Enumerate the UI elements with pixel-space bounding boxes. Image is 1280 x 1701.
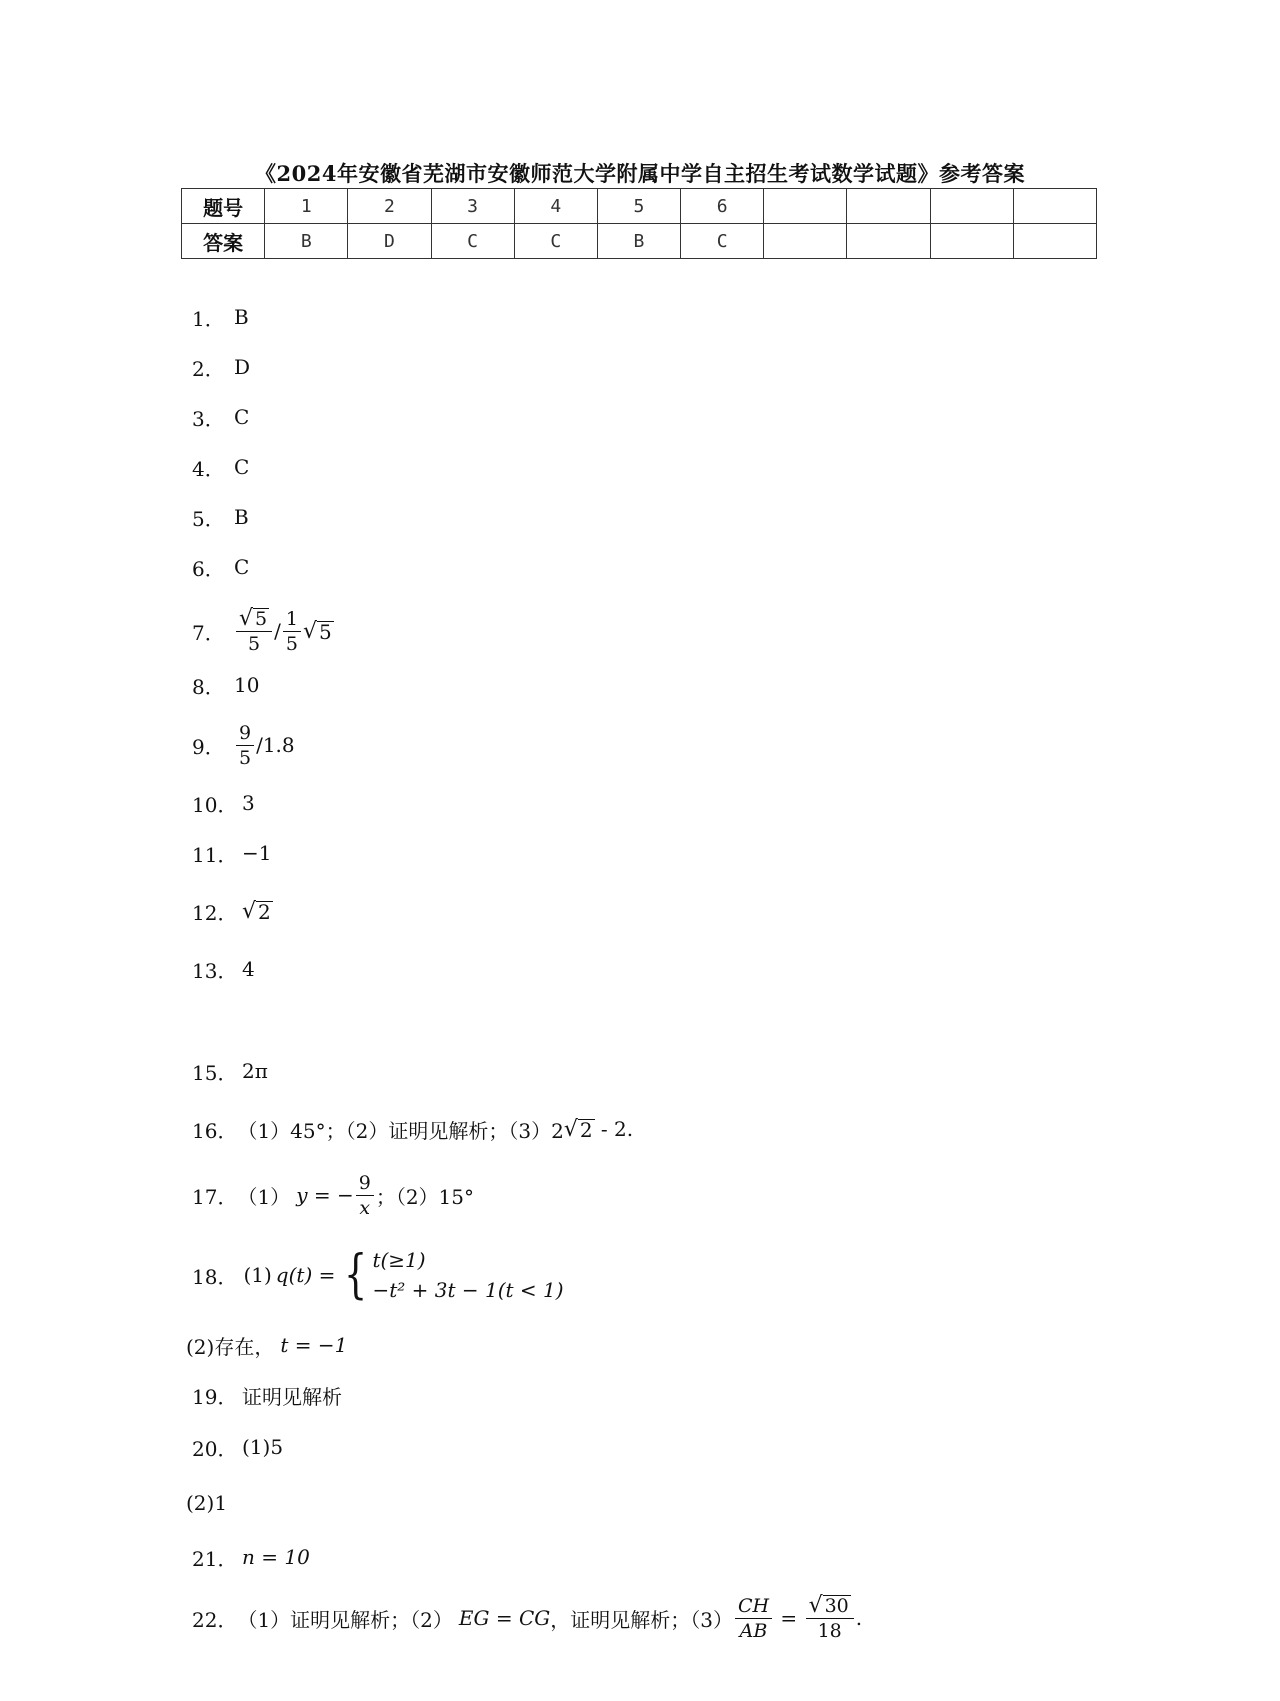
item-answer: B [234, 505, 249, 529]
fraction-denominator: 5 [248, 632, 261, 655]
table-row-answers [182, 224, 1097, 259]
table-cell: B [265, 224, 348, 259]
answer-item-9 [192, 720, 295, 770]
answer-item-18 [192, 1240, 564, 1310]
fraction [356, 1171, 374, 1220]
fraction: √ 5 5 [236, 607, 272, 656]
table-cell: B [597, 224, 680, 259]
fraction-denominator: AB [739, 1619, 768, 1642]
item-number: 11． [192, 842, 238, 867]
item-answer-part2: ；（2）15° [375, 1184, 475, 1209]
separator: / [274, 619, 281, 643]
item-number: 21． [192, 1546, 238, 1571]
square-root: √ 5 [302, 618, 332, 644]
item-number: 20． [192, 1436, 238, 1461]
fraction-numerator: 9 [356, 1171, 374, 1196]
item-number: 19． [192, 1384, 238, 1409]
table-cell [930, 189, 1013, 224]
item-number: 9． [192, 734, 225, 759]
table-cell [764, 189, 847, 224]
answer-item-6 [192, 550, 249, 584]
table-cell: D [348, 224, 431, 259]
function-label: q(t) = [275, 1263, 336, 1287]
item-number: 2． [192, 356, 225, 381]
item-answer: (1)5 [242, 1435, 284, 1459]
table-cell [1013, 224, 1096, 259]
item-expression: n = 10 [242, 1545, 310, 1569]
case-2: −t² + 3t − 1(t < 1) [372, 1278, 564, 1302]
fraction-denominator: 5 [239, 746, 252, 769]
fraction-numerator: CH [735, 1594, 772, 1619]
item-number: 15． [192, 1060, 238, 1085]
item-number: 4． [192, 456, 225, 481]
item-number: 10． [192, 792, 238, 817]
answer-item-4 [192, 450, 249, 484]
answer-item-2 [192, 350, 250, 384]
answer-item-13 [192, 952, 255, 986]
table-cell [930, 224, 1013, 259]
item-answer: 4 [242, 957, 255, 981]
item-number: 6． [192, 556, 225, 581]
answer-item-5 [192, 500, 249, 534]
item-number: 8． [192, 674, 225, 699]
table-cell [1013, 189, 1096, 224]
item-expression: t = −1 [280, 1333, 348, 1357]
item-answer-tail: . [855, 1606, 863, 1630]
square-root: √ 2 [563, 1116, 593, 1142]
item-number: 1． [192, 306, 225, 331]
item-number: 3． [192, 406, 225, 431]
item-answer: C [234, 555, 250, 579]
answer-item-18-part2 [186, 1328, 347, 1362]
item-answer: （1）45°；（2）证明见解析；（3）2 [237, 1118, 564, 1143]
item-answer-part2: ，证明见解析；（3） [550, 1607, 733, 1632]
answer-item-1 [192, 300, 249, 334]
fraction-numerator: 9 [236, 721, 254, 746]
variable: y [296, 1183, 308, 1207]
item-answer: B [234, 305, 249, 329]
item-answer: C [234, 455, 250, 479]
fraction-denominator: 18 [817, 1619, 842, 1642]
table-cell: 6 [681, 189, 764, 224]
answer-item-12 [192, 894, 273, 928]
table-cell [847, 189, 930, 224]
answer-item-15 [192, 1054, 268, 1088]
table-cell: 2 [348, 189, 431, 224]
table-cell: C [514, 224, 597, 259]
item-number: 5． [192, 506, 225, 531]
answer-item-16 [192, 1112, 633, 1146]
radicand: 2 [579, 1117, 593, 1142]
answer-item-7 [192, 606, 334, 656]
answer-item-21 [192, 1540, 310, 1574]
table-header-cell: 答案 [182, 224, 265, 259]
fraction: √ 30 18 [806, 1594, 854, 1643]
table-cell: 3 [431, 189, 514, 224]
fraction-numerator-radicand: 5 [255, 607, 268, 630]
item-answer: −1 [242, 841, 272, 865]
item-answer: 2π [242, 1059, 268, 1083]
item-answer: (2)存在， [186, 1334, 275, 1359]
item-part: (1) [243, 1263, 272, 1287]
brace-glyph: { [344, 1245, 368, 1305]
item-answer: (2)1 [186, 1491, 228, 1515]
item-answer: 证明见解析 [242, 1384, 342, 1409]
case-1: t(≥1) [372, 1248, 426, 1272]
answer-item-3 [192, 400, 249, 434]
radicand: 5 [319, 619, 332, 644]
fraction [283, 607, 301, 656]
item-number: 13． [192, 958, 238, 983]
answer-item-20-part2 [186, 1486, 227, 1520]
fraction-numerator: 1 [283, 607, 301, 632]
radicand: 2 [258, 899, 271, 924]
page-title: 《2024年安徽省芜湖市安徽师范大学附属中学自主招生考试数学试题》参考答案 [255, 161, 1025, 186]
fraction-denominator: x [359, 1196, 371, 1219]
item-number: 18． [192, 1264, 238, 1289]
answer-item-17 [192, 1168, 474, 1222]
answer-item-22 [192, 1590, 862, 1646]
fraction [735, 1594, 772, 1643]
table-cell [847, 224, 930, 259]
square-root: √ 2 [242, 898, 271, 924]
item-number: 12． [192, 900, 238, 925]
table-cell: C [681, 224, 764, 259]
piecewise-brace [339, 1245, 563, 1305]
answer-item-11 [192, 836, 271, 870]
item-number: 22． [192, 1607, 238, 1632]
item-answer: D [234, 355, 251, 379]
table-header-cell: 题号 [182, 189, 265, 224]
item-expression: EG = CG [458, 1606, 551, 1630]
table-row-numbers [182, 189, 1097, 224]
fraction [236, 721, 254, 770]
item-answer: 3 [242, 791, 255, 815]
item-answer: （1） [237, 1184, 291, 1209]
item-number: 17． [192, 1184, 238, 1209]
item-answer: C [234, 405, 250, 429]
item-answer: 10 [234, 673, 260, 697]
answer-item-20 [192, 1430, 283, 1464]
answer-table [181, 188, 1097, 259]
item-number: 16． [192, 1118, 238, 1143]
equals-sign: = − [307, 1183, 354, 1207]
item-answer: （1）证明见解析；（2） [237, 1607, 453, 1632]
table-cell: 4 [514, 189, 597, 224]
table-cell: 5 [597, 189, 680, 224]
table-cell: C [431, 224, 514, 259]
equals-sign: = [774, 1606, 804, 1630]
fraction-numerator-radicand: 30 [824, 1594, 849, 1617]
answer-item-19 [192, 1378, 342, 1412]
fraction-denominator: 5 [285, 632, 298, 655]
answer-item-8 [192, 668, 259, 702]
answer-item-10 [192, 786, 255, 820]
table-cell [764, 224, 847, 259]
item-answer: /1.8 [256, 733, 295, 757]
item-number: 7． [192, 620, 225, 645]
piecewise-cases [372, 1245, 563, 1305]
item-answer-tail: - 2. [594, 1117, 634, 1141]
table-cell: 1 [265, 189, 348, 224]
